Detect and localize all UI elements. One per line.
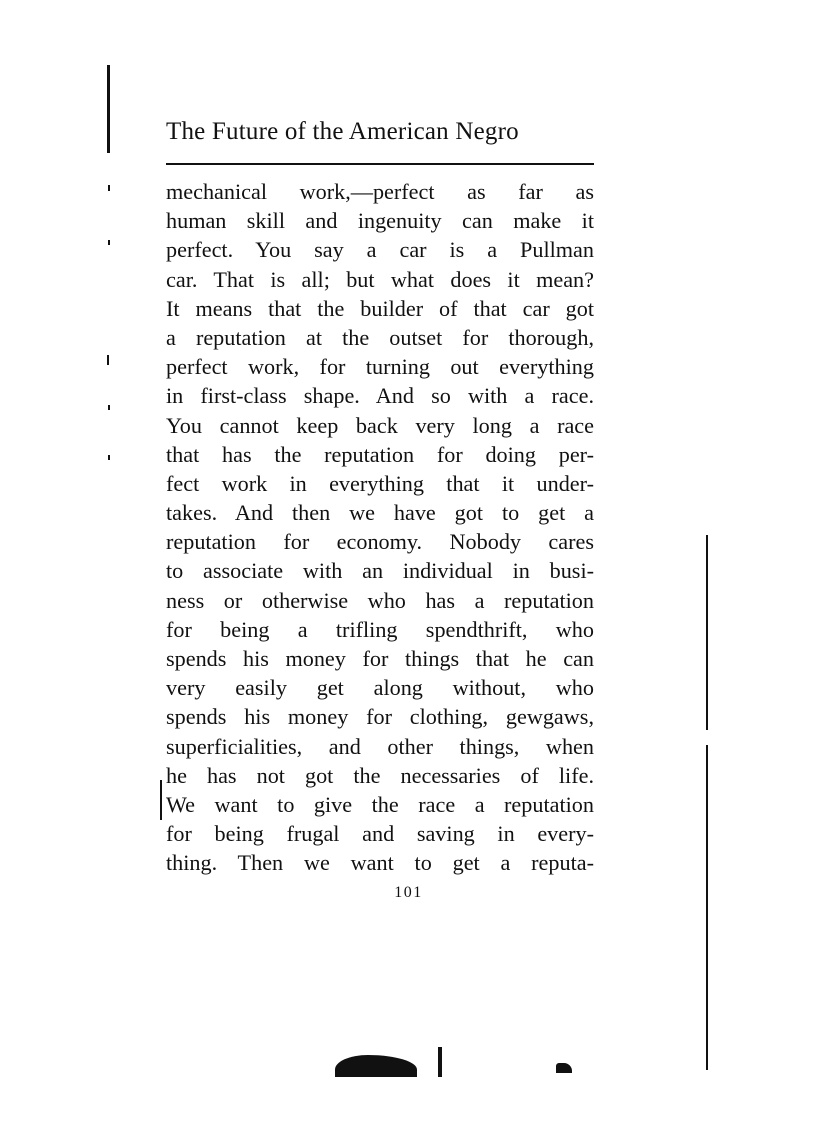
text-line: spends his money for things that he can	[166, 646, 594, 671]
text-line: very easily get along without, who	[166, 675, 594, 701]
scan-artifact	[108, 185, 110, 191]
text-line: for being a trifling spendthrift, who	[166, 616, 594, 642]
scan-artifact	[335, 1055, 417, 1077]
text-line: reputation for economy. Nobody cares	[166, 529, 594, 555]
text-line: You cannot keep back very long a race	[166, 412, 594, 438]
text-line: a reputation at the outset for thorough,	[166, 324, 594, 350]
text-line: human skill and ingenuity can make it	[166, 208, 594, 234]
scan-artifact	[706, 535, 708, 730]
scan-artifact	[160, 780, 162, 820]
text-line: perfect work, for turning out everything	[166, 354, 594, 380]
text-line: to associate with an individual in busi-	[166, 558, 594, 584]
text-line: superficialities, and other things, when	[166, 733, 594, 759]
scan-artifact	[438, 1047, 442, 1077]
text-line: spends his money for clothing, gewgaws,	[166, 704, 594, 730]
scan-artifact	[107, 65, 110, 153]
text-line: perfect. You say a car is a Pullman	[166, 237, 594, 263]
text-line: We want to give the race a reputation	[166, 791, 594, 817]
scan-artifact	[108, 240, 110, 245]
text-line: for being frugal and saving in every-	[166, 821, 594, 847]
header-rule	[166, 163, 594, 165]
text-line: thing. Then we want to get a reputa-	[166, 850, 594, 876]
text-line: It means that the builder of that car got	[166, 295, 594, 321]
text-line: in first-class shape. And so with a race.	[166, 383, 594, 409]
text-line: fect work in everything that it under-	[166, 470, 594, 496]
scan-artifact	[107, 355, 109, 365]
running-head: The Future of the American Negro	[166, 118, 519, 145]
text-line: car. That is all; but what does it mean?	[166, 266, 594, 292]
text-line: that has the reputation for doing per-	[166, 441, 594, 467]
scan-artifact	[108, 405, 110, 410]
text-line: he has not got the necessaries of life.	[166, 762, 594, 788]
scan-artifact	[108, 455, 110, 460]
page-number: 101	[394, 884, 423, 901]
body-text	[166, 177, 594, 878]
text-line: takes. And then we have got to get a	[166, 500, 594, 526]
text-line: ness or otherwise who has a reputation	[166, 587, 594, 613]
scan-artifact	[556, 1063, 572, 1073]
text-line: mechanical work,—perfect as far as	[166, 179, 594, 204]
scan-artifact	[706, 745, 708, 1070]
